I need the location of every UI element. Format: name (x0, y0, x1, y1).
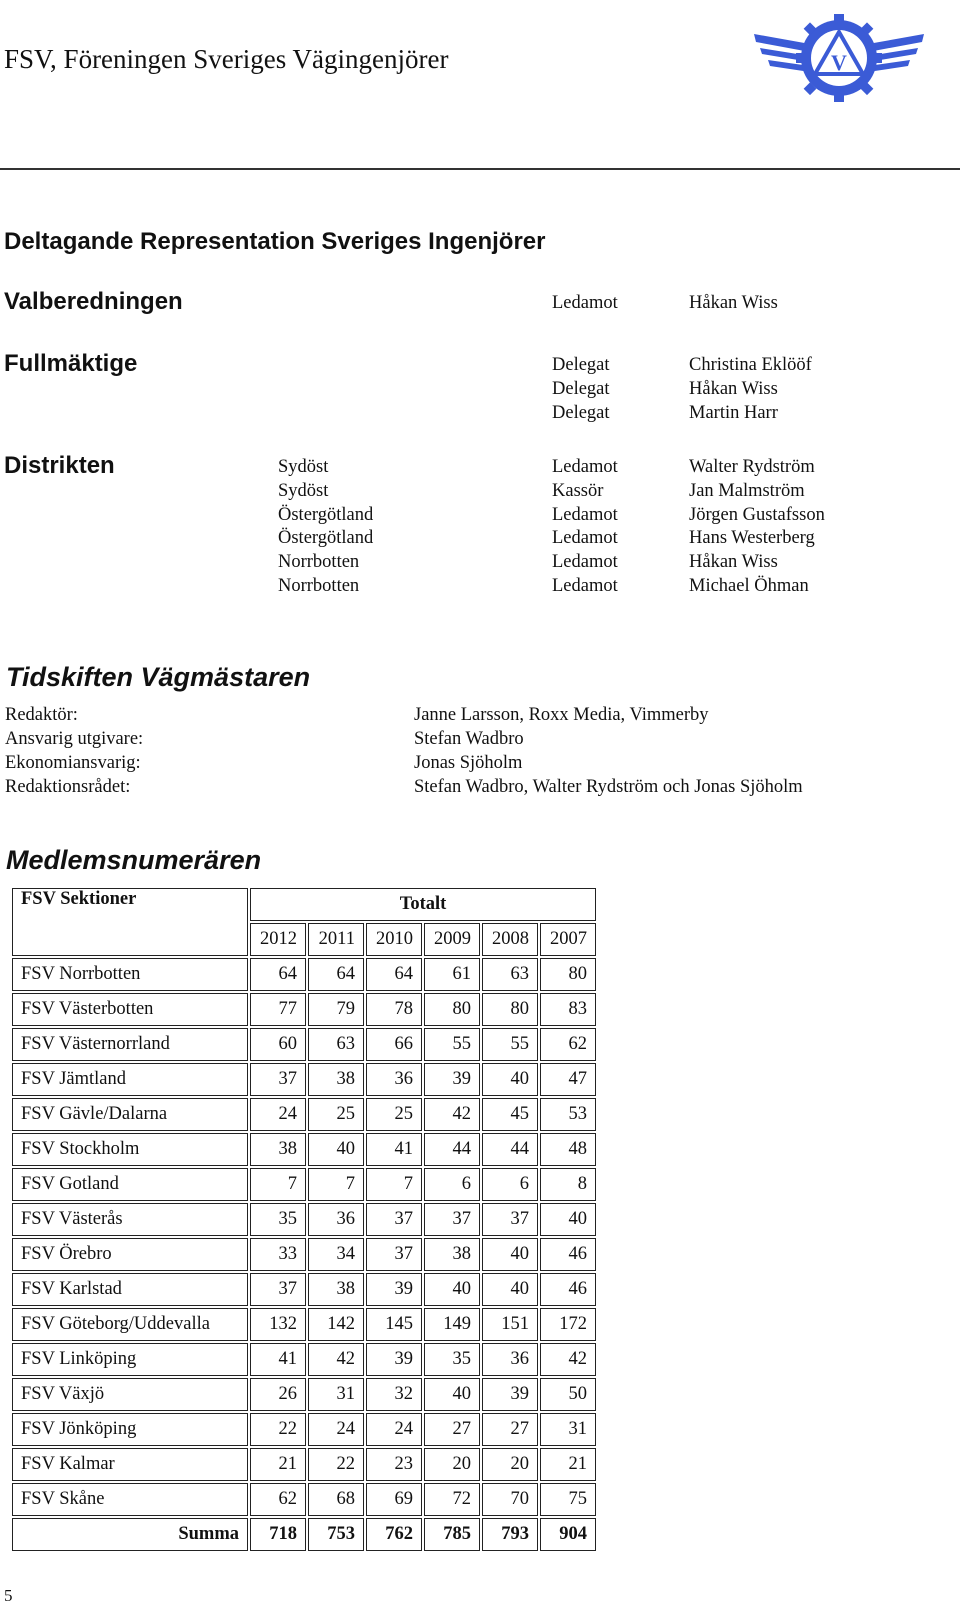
table-row (12, 1098, 596, 1131)
distrikten-role: Ledamot (552, 528, 618, 548)
section-name: FSV Västerbotten (12, 993, 248, 1026)
member-count: 46 (540, 1238, 596, 1271)
member-count: 80 (424, 993, 480, 1026)
member-count: 45 (482, 1098, 538, 1131)
member-count: 42 (308, 1343, 364, 1376)
member-count: 40 (482, 1238, 538, 1271)
distrikten-district: Norrbotten (278, 552, 360, 572)
editorial-value: Stefan Wadbro (414, 729, 524, 749)
member-count: 25 (308, 1098, 364, 1131)
member-count: 70 (482, 1483, 538, 1516)
member-count: 31 (540, 1413, 596, 1446)
member-count: 31 (308, 1378, 364, 1411)
member-count: 80 (482, 993, 538, 1026)
member-count: 149 (424, 1308, 480, 1341)
editorial-value: Stefan Wadbro, Walter Rydström och Jonas Sjöholm (414, 777, 803, 797)
member-count: 40 (482, 1063, 538, 1096)
member-count: 41 (366, 1133, 422, 1166)
section-name: FSV Skåne (12, 1483, 248, 1516)
member-count: 66 (366, 1028, 422, 1061)
table-row (12, 1168, 596, 1201)
member-count: 37 (366, 1203, 422, 1236)
member-count: 40 (308, 1133, 364, 1166)
member-count: 172 (540, 1308, 596, 1341)
member-count: 62 (250, 1483, 306, 1516)
member-count: 7 (308, 1168, 364, 1201)
member-count: 21 (250, 1448, 306, 1481)
table-row (12, 1133, 596, 1166)
table-row (12, 958, 596, 991)
section-name: FSV Västerås (12, 1203, 248, 1236)
section-name: FSV Växjö (12, 1378, 248, 1411)
year-header: 2009 (424, 923, 480, 956)
distrikten-district: Östergötland (278, 528, 374, 548)
member-count: 62 (540, 1028, 596, 1061)
member-count: 46 (540, 1273, 596, 1306)
valberedningen-role: Ledamot (552, 293, 618, 313)
member-count: 48 (540, 1133, 596, 1166)
editorial-label: Redaktionsrådet: (5, 777, 131, 797)
table-row (12, 993, 596, 1026)
column-header-sections: FSV Sektioner (12, 888, 248, 956)
member-count: 42 (540, 1343, 596, 1376)
fullmaktige-name: Martin Harr (689, 403, 778, 423)
member-count: 50 (540, 1378, 596, 1411)
member-count: 77 (250, 993, 306, 1026)
member-count: 132 (250, 1308, 306, 1341)
member-count: 55 (482, 1028, 538, 1061)
member-count: 44 (482, 1133, 538, 1166)
distrikten-district: Sydöst (278, 457, 329, 477)
table-row (12, 1203, 596, 1236)
year-header: 2012 (250, 923, 306, 956)
member-count: 24 (366, 1413, 422, 1446)
member-count: 7 (250, 1168, 306, 1201)
header-divider (0, 168, 960, 170)
member-count: 83 (540, 993, 596, 1026)
section-name: FSV Gävle/Dalarna (12, 1098, 248, 1131)
section-name: FSV Jönköping (12, 1413, 248, 1446)
member-count: 80 (540, 958, 596, 991)
membership-table-body (12, 888, 596, 1551)
editorial-label: Ansvarig utgivare: (5, 729, 144, 749)
year-header: 2007 (540, 923, 596, 956)
member-count: 64 (308, 958, 364, 991)
member-count: 79 (308, 993, 364, 1026)
fullmaktige-role: Delegat (552, 379, 610, 399)
section-name: FSV Jämtland (12, 1063, 248, 1096)
member-count: 27 (482, 1413, 538, 1446)
member-count: 22 (308, 1448, 364, 1481)
fullmaktige-name: Håkan Wiss (689, 379, 778, 399)
section-name: FSV Göteborg/Uddevalla (12, 1308, 248, 1341)
section-name: FSV Karlstad (12, 1273, 248, 1306)
member-count: 23 (366, 1448, 422, 1481)
section-name: FSV Norrbotten (12, 958, 248, 991)
member-count: 63 (482, 958, 538, 991)
member-count: 20 (424, 1448, 480, 1481)
distrikten-name: Håkan Wiss (689, 552, 778, 572)
distrikten-district: Norrbotten (278, 576, 360, 596)
member-count: 39 (482, 1378, 538, 1411)
distrikten-name: Jörgen Gustafsson (689, 505, 825, 525)
member-count: 35 (250, 1203, 306, 1236)
summa-value: 762 (366, 1518, 422, 1551)
member-count: 53 (540, 1098, 596, 1131)
table-row (12, 1273, 596, 1306)
table-row (12, 1343, 596, 1376)
fullmaktige-heading: Fullmäktige (4, 350, 138, 377)
page-header-title: FSV, Föreningen Sveriges Vägingenjörer (4, 44, 449, 74)
summa-row (12, 1518, 596, 1551)
member-count: 69 (366, 1483, 422, 1516)
member-count: 64 (250, 958, 306, 991)
distrikten-name: Michael Öhman (689, 576, 809, 596)
member-count: 32 (366, 1378, 422, 1411)
year-header: 2008 (482, 923, 538, 956)
fullmaktige-role: Delegat (552, 403, 610, 423)
member-count: 142 (308, 1308, 364, 1341)
member-count: 6 (424, 1168, 480, 1201)
distrikten-role: Kassör (552, 481, 604, 501)
medlemsnumeraren-heading: Medlemsnumerären (6, 845, 262, 875)
section-name: FSV Kalmar (12, 1448, 248, 1481)
member-count: 38 (308, 1063, 364, 1096)
table-row (12, 1063, 596, 1096)
member-count: 39 (366, 1273, 422, 1306)
member-count: 36 (366, 1063, 422, 1096)
member-count: 145 (366, 1308, 422, 1341)
member-count: 24 (308, 1413, 364, 1446)
editorial-label: Redaktör: (5, 705, 78, 725)
member-count: 38 (308, 1273, 364, 1306)
valberedningen-name: Håkan Wiss (689, 293, 778, 313)
page-number: 5 (4, 1586, 13, 1605)
section-name: FSV Gotland (12, 1168, 248, 1201)
member-count: 38 (250, 1133, 306, 1166)
member-count: 60 (250, 1028, 306, 1061)
summa-label: Summa (12, 1518, 248, 1551)
summa-value: 793 (482, 1518, 538, 1551)
member-count: 40 (424, 1378, 480, 1411)
table-row (12, 1308, 596, 1341)
member-count: 37 (482, 1203, 538, 1236)
fullmaktige-name: Christina Eklööf (689, 355, 812, 375)
table-row (12, 1483, 596, 1516)
distrikten-role: Ledamot (552, 576, 618, 596)
section-name: FSV Västernorrland (12, 1028, 248, 1061)
member-count: 37 (250, 1273, 306, 1306)
member-count: 20 (482, 1448, 538, 1481)
member-count: 39 (366, 1343, 422, 1376)
summa-value: 753 (308, 1518, 364, 1551)
distrikten-role: Ledamot (552, 457, 618, 477)
table-row (12, 1413, 596, 1446)
member-count: 25 (366, 1098, 422, 1131)
distrikten-role: Ledamot (552, 552, 618, 572)
member-count: 36 (482, 1343, 538, 1376)
distrikten-name: Walter Rydström (689, 457, 815, 477)
member-count: 24 (250, 1098, 306, 1131)
distrikten-role: Ledamot (552, 505, 618, 525)
member-count: 33 (250, 1238, 306, 1271)
distrikten-name: Jan Malmström (689, 481, 805, 501)
member-count: 61 (424, 958, 480, 991)
member-count: 37 (250, 1063, 306, 1096)
member-count: 7 (366, 1168, 422, 1201)
member-count: 35 (424, 1343, 480, 1376)
table-row (12, 1448, 596, 1481)
summa-value: 718 (250, 1518, 306, 1551)
member-count: 75 (540, 1483, 596, 1516)
column-header-total: Totalt (250, 888, 596, 921)
member-count: 36 (308, 1203, 364, 1236)
year-header: 2010 (366, 923, 422, 956)
member-count: 34 (308, 1238, 364, 1271)
table-row (12, 1028, 596, 1061)
summa-value: 785 (424, 1518, 480, 1551)
member-count: 38 (424, 1238, 480, 1271)
editorial-value: Jonas Sjöholm (414, 753, 523, 773)
member-count: 26 (250, 1378, 306, 1411)
member-count: 72 (424, 1483, 480, 1516)
fsv-logo (750, 4, 928, 108)
member-count: 21 (540, 1448, 596, 1481)
editorial-value: Janne Larsson, Roxx Media, Vimmerby (414, 705, 709, 725)
member-count: 6 (482, 1168, 538, 1201)
member-count: 40 (482, 1273, 538, 1306)
distrikten-name: Hans Westerberg (689, 528, 815, 548)
distrikten-district: Östergötland (278, 505, 374, 525)
member-count: 8 (540, 1168, 596, 1201)
member-count: 39 (424, 1063, 480, 1096)
logo-letter: V (831, 50, 847, 75)
member-count: 42 (424, 1098, 480, 1131)
section-name: FSV Stockholm (12, 1133, 248, 1166)
member-count: 22 (250, 1413, 306, 1446)
membership-table (10, 886, 598, 1553)
member-count: 44 (424, 1133, 480, 1166)
member-count: 27 (424, 1413, 480, 1446)
document-heading: Deltagande Representation Sveriges Ingenjörer (4, 228, 546, 255)
distrikten-heading: Distrikten (4, 452, 115, 479)
table-row (12, 1238, 596, 1271)
valberedningen-heading: Valberedningen (4, 288, 183, 315)
section-name: FSV Linköping (12, 1343, 248, 1376)
distrikten-district: Sydöst (278, 481, 329, 501)
member-count: 64 (366, 958, 422, 991)
editorial-label: Ekonomiansvarig: (5, 753, 141, 773)
table-row (12, 1378, 596, 1411)
member-count: 55 (424, 1028, 480, 1061)
member-count: 40 (424, 1273, 480, 1306)
tidskriften-heading: Tidskiften Vägmästaren (6, 662, 311, 692)
member-count: 40 (540, 1203, 596, 1236)
summa-value: 904 (540, 1518, 596, 1551)
fullmaktige-role: Delegat (552, 355, 610, 375)
member-count: 37 (366, 1238, 422, 1271)
section-name: FSV Örebro (12, 1238, 248, 1271)
member-count: 68 (308, 1483, 364, 1516)
table-header-row (12, 888, 596, 921)
member-count: 63 (308, 1028, 364, 1061)
member-count: 78 (366, 993, 422, 1026)
member-count: 47 (540, 1063, 596, 1096)
member-count: 37 (424, 1203, 480, 1236)
member-count: 151 (482, 1308, 538, 1341)
member-count: 41 (250, 1343, 306, 1376)
year-header: 2011 (308, 923, 364, 956)
